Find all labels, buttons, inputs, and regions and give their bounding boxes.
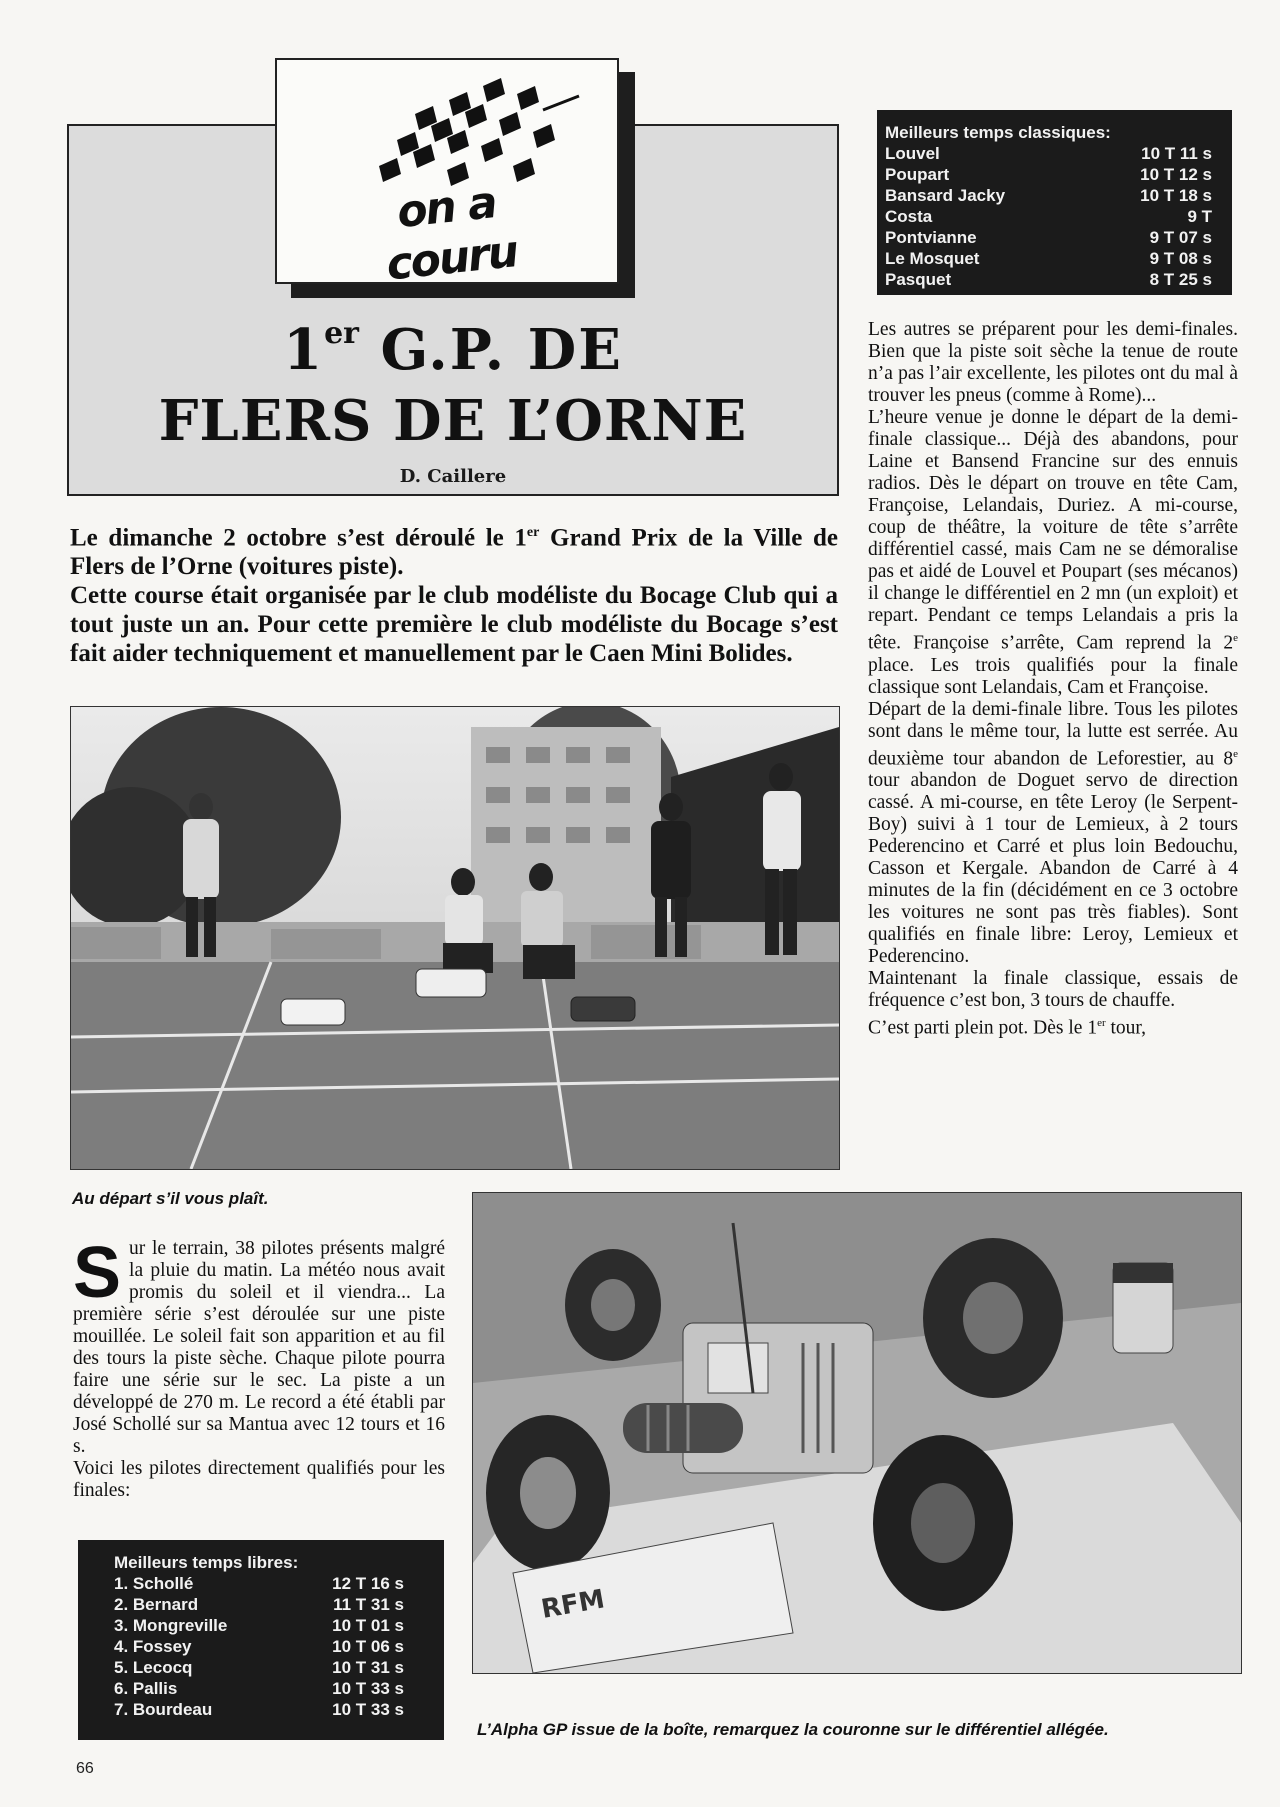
right-paragraph-3: Départ de la demi-finale libre. Tous les pilotes sont dans le même tour, la lutte est serrée. Au deuxième tour abandon de Leforestier, au 8e tour abandon de Doguet servo de direction cassé. A mi-course, en tête Leroy (le Serpent-Boy) suivi à 1 tour de Lemieux, à 2 tours Pederencino et Carré et plus loin Bedouchu, Casson et Kergale. Abandon de Carré à 4 minutes de la fin (décidément en ce 3 octobre les voitures ne sont pas très fiables). Sont qualifiés en finale libre: Leroy, Lemieux et Pederencino. — [868, 698, 1238, 967]
table-row: 1. Schollé 12 T 16 s — [114, 1574, 404, 1593]
caption-alpha-gp: L’Alpha GP issue de la boîte, remarquez la couronne sur le différentiel allégée. — [477, 1720, 1109, 1739]
right-paragraph-5: C’est parti plein pot. Dès le 1er tour, — [868, 1017, 1147, 1039]
right-paragraph-2: L’heure venue je donne le départ de la demi-finale classique... Déjà des abandons, pour Laine et Bansend Francine sur des ennuis radios. Dès le départ on trouve en tête Cam, Françoise, Lelandais, Duriez. A mi-course, coup de théâtre, la voiture de tête s’arrête différentiel cassé, mais Cam ne se démoralise pas et aidé de Louvel et Poupart (ses mécanos) il change le différentiel en 2 mn (un exploit) et repart. Pendant ce temps Lelandais a pris la tête. Françoise s’arrête, Cam reprend la 2e place. Les trois qualifiés pour la finale classique sont Lelandais, Cam et Françoise. — [868, 407, 1238, 698]
intro — [70, 518, 838, 668]
photo-race-start — [70, 706, 840, 1170]
table-row: Pasquet 8 T 25 s — [885, 270, 1212, 289]
table-row: 6. Pallis 10 T 33 s — [114, 1679, 404, 1698]
intro-paragraph-1: Le dimanche 2 octobre s’est déroulé le 1er Grand Prix de la Ville de Flers de l’Orne (voitures piste). — [70, 524, 838, 581]
svg-text:RFM: RFM — [539, 1584, 607, 1625]
table-row: Pontvianne 9 T 07 s — [885, 228, 1212, 247]
headline-line-1: 1er G.P. DE — [283, 316, 623, 383]
table-row: 3. Mongreville 10 T 01 s — [114, 1616, 404, 1635]
drop-cap: S — [73, 1233, 122, 1313]
table-row: 5. Lecocq 10 T 31 s — [114, 1658, 404, 1677]
article-left-column — [73, 1233, 445, 1502]
table-row: Bansard Jacky 10 T 18 s — [885, 186, 1212, 205]
table-row: Poupart 10 T 12 s — [885, 165, 1212, 184]
table-row: Le Mosquet 9 T 08 s — [885, 249, 1212, 268]
best-free-times-title: Meilleurs temps libres: — [114, 1553, 299, 1572]
byline: D. Caillere — [399, 466, 507, 487]
table-row: Louvel 10 T 11 s — [885, 144, 1212, 163]
rubric-logo-text: on a couru — [384, 177, 520, 291]
right-paragraph-1: Les autres se préparent pour les demi-finales. Bien que la piste soit sèche la tenue de route n’a pas l’air excellente, les pilotes ont du mal à trouver les pneus (comme à Rome)... — [868, 319, 1238, 406]
page-number: 66 — [76, 1760, 94, 1777]
table-row: 7. Bourdeau 10 T 33 s — [114, 1700, 404, 1719]
best-classic-times-table — [877, 110, 1232, 295]
right-paragraph-4: Maintenant la finale classique, essais de fréquence c’est bon, 3 tours de chauffe. — [868, 968, 1238, 1011]
intro-paragraph-2: Cette course était organisée par le club modéliste du Bocage Club qui a tout juste un an. Pour cette première le club modéliste du Bocage s’est fait aider techniquement et manuellement par le Caen Mini Bolides. — [70, 582, 838, 668]
headline-line-2: FLERS DE L’ORNE — [158, 388, 748, 454]
best-free-times-table — [78, 1540, 444, 1740]
table-row: 4. Fossey 10 T 06 s — [114, 1637, 404, 1656]
table-row: Costa 9 T — [885, 207, 1212, 226]
best-classic-times-title: Meilleurs temps classiques: — [885, 123, 1111, 142]
rubric-logo — [275, 58, 619, 291]
article-right-column — [868, 319, 1238, 1040]
caption-race-start: Au départ s’il vous plaît. — [72, 1189, 269, 1208]
photo-alpha-gp-chassis — [472, 1192, 1242, 1674]
left-paragraph-1: Sur le terrain, 38 pilotes présents malgré la pluie du matin. La météo nous avait promis du soleil et il viendra... La première série s’est déroulée sur une piste mouillée. Le soleil fait son apparition et au fil des tours la piste sèche. Chaque pilote pourra faire une série sur le sec. La piste a un développé de 270 m. Le record a été établi par José Schollé sur sa Mantua avec 12 tours et 16 s. — [73, 1233, 445, 1457]
left-paragraph-2: Voici les pilotes directement qualifiés pour les finales: — [73, 1458, 445, 1501]
table-row: 2. Bernard 11 T 31 s — [114, 1595, 404, 1614]
